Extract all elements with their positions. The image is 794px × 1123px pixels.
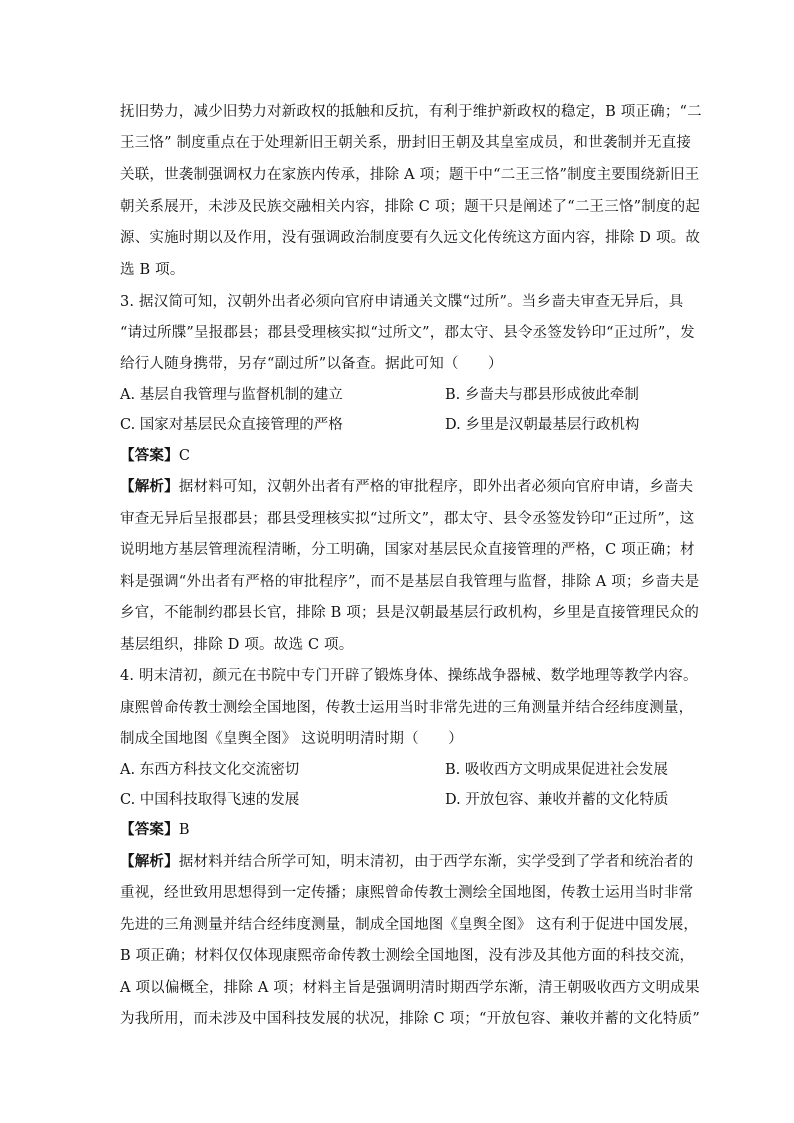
answer-line — [120, 820, 680, 840]
analysis-line: 朝关系展开，未涉及民族交融相关内容，排除 C 项；题干只是阐述了“二王三恪”制度的起 — [120, 199, 701, 215]
option-a: A. 东西方科技文化交流密切 — [120, 762, 300, 778]
option-d: D. 乡里是汉朝最基层行政机构 — [445, 417, 640, 433]
analysis-line: 选 B 项。 — [120, 262, 185, 278]
analysis-line: 源、实施时期以及作用，没有强调政治制度要有久远文化传统这方面内容，排除 D 项。故 — [120, 230, 701, 246]
option-a: A. 基层自我管理与监督机制的建立 — [120, 387, 343, 403]
option-b: B. 吸收西方文明成果促进社会发展 — [445, 762, 668, 778]
question-stem-line: 3. 据汉简可知，汉朝外出者必须向官府申请通关文牒“过所”。当乡啬夫审查无异后，具 — [120, 294, 684, 310]
analysis-line: 关联，世袭制强调权力在家族内传承，排除 A 项；题干中“二王三恪”制度主要围绕新旧王 — [120, 167, 700, 183]
answer-tag: 【答案】 — [120, 821, 179, 838]
question-stem-line: 康熙曾命传教士测绘全国地图，传教士运用当时非常先进的三角测量并结合经纬度测量， — [120, 700, 694, 716]
analysis-line: 说明地方基层管理流程清晰，分工明确，国家对基层民众直接管理的严格，C 项正确；材 — [120, 542, 695, 558]
analysis-line: 审查无异后呈报郡县；郡县受理核实拟“过所文”，郡太守、县令丞签发钤印“正过所”，这 — [120, 511, 695, 527]
option-c: C. 中国科技取得飞速的发展 — [120, 792, 300, 808]
analysis-text: 据材料可知，汉朝外出者有严格的审批程序，即外出者必须向官府申请，乡啬夫 — [178, 479, 694, 495]
question-stem-line: 制成全国地图《皇舆全图》 这说明明清时期（ ） — [120, 731, 463, 747]
option-b: B. 乡啬夫与郡县形成彼此牵制 — [445, 387, 639, 403]
question-stem-line: 给行人随身携带，另存“副过所”以备查。据此可知（ ） — [120, 356, 503, 372]
answer-tag: 【答案】 — [120, 447, 179, 464]
analysis-first-line — [120, 477, 694, 497]
analysis-text: 据材料并结合所学可知，明末清初，由于西学东渐，实学受到了学者和统治者的 — [178, 854, 694, 870]
option-c: C. 国家对基层民众直接管理的严格 — [120, 417, 343, 433]
analysis-line: 重视，经世致用思想得到一定传播；康熙曾命传教士测绘全国地图，传教士运用当时非常 — [120, 885, 694, 901]
option-d: D. 开放包容、兼收并蓄的文化特质 — [445, 792, 669, 808]
analysis-tag: 【解析】 — [120, 478, 179, 495]
answer-line — [120, 446, 680, 466]
analysis-line: 乡官，不能制约郡县长官，排除 B 项；县是汉朝最基层行政机构，乡里是直接管理民众的 — [120, 605, 700, 621]
analysis-line: A 项以偏概全，排除 A 项；材料主旨是强调明清时期西学东渐，清王朝吸收西方文明成果 — [120, 980, 700, 996]
analysis-tag: 【解析】 — [120, 853, 179, 870]
analysis-line: 料是强调“外出者有严格的审批程序”，而不是基层自我管理与监督，排除 A 项；乡啬夫是 — [120, 574, 700, 590]
answer-value: C — [178, 448, 191, 464]
analysis-line: 先进的三角测量并结合经纬度测量，制成全国地图《皇舆全图》 这有利于促进中国发展， — [120, 917, 699, 933]
question-stem-line: 4. 明末清初，颜元在书院中专门开辟了锻炼身体、操练战争器械、数学地理等教学内容。 — [120, 668, 698, 684]
question-stem-line: “请过所牒”呈报郡县；郡县受理核实拟“过所文”，郡太守、县令丞签发钤印“正过所”，发 — [120, 325, 695, 341]
analysis-line: B 项正确；材料仅仅体现康熙帝命传教士测绘全国地图，没有涉及其他方面的科技交流， — [120, 948, 695, 964]
analysis-line: 抚旧势力，减少旧势力对新政权的抵触和反抗，有利于维护新政权的稳定，B 项正确；“二 — [120, 104, 702, 120]
analysis-first-line — [120, 852, 694, 872]
analysis-line: 为我所用，而未涉及中国科技发展的状况，排除 C 项；“开放包容、兼收并蓄的文化特质” — [120, 1011, 701, 1027]
analysis-line: 基层组织，排除 D 项。故选 C 项。 — [120, 637, 354, 653]
analysis-line: 王三恪” 制度重点在于处理新旧王朝关系，册封旧王朝及其皇室成员，和世袭制并无直接 — [120, 135, 692, 151]
answer-value: B — [178, 822, 190, 838]
